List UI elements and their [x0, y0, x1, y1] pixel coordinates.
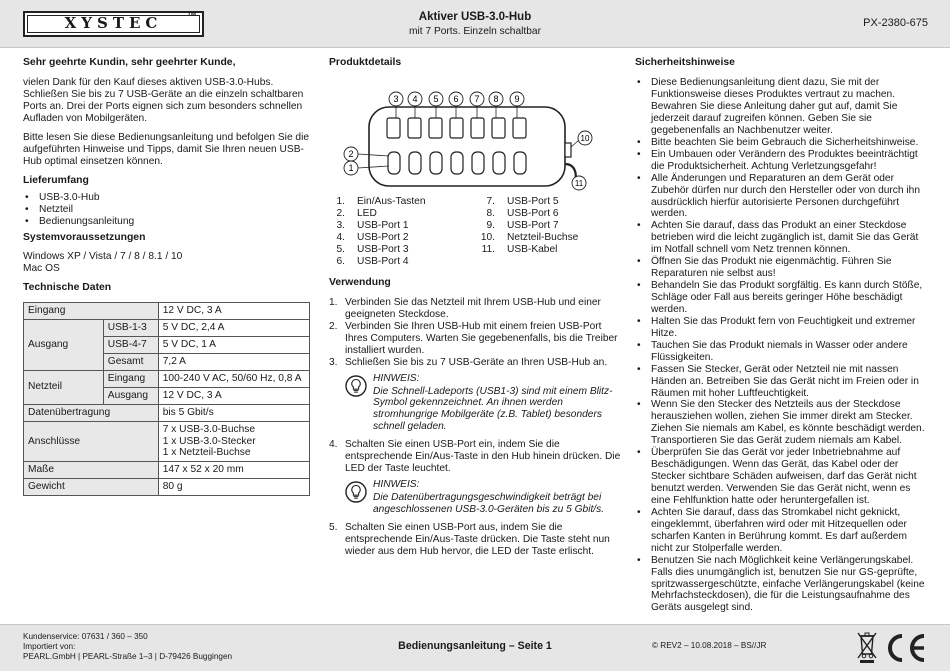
tech-label: Anschlüsse	[24, 421, 159, 462]
footer-importer-label: Importiert von:	[23, 642, 76, 651]
list-item: • Fassen Sie Stecker, Gerät oder Netzteil nie mit nassen Händen an. Betreiben Sie das Gerät nicht im Freien oder in Räumen mit hoher Luftfeuchtigkeit.	[635, 364, 927, 400]
hint-title: HINWEIS:	[373, 479, 420, 491]
column-middle	[329, 55, 622, 558]
power-jack	[565, 143, 571, 157]
callout-10: 10	[580, 134, 590, 144]
brand-logo-text: XYSTEC	[64, 14, 163, 33]
usage-steps-cont	[329, 439, 622, 475]
lightbulb-icon	[345, 373, 373, 434]
tech-value: bis 5 Gbit/s	[158, 404, 309, 421]
list-item: 6. USB-Port 4	[336, 255, 409, 267]
list-item: • Diese Bedienungsanleitung dient dazu, Sie mit der Funktionsweise dieses Produktes vertraut zu machen. Bewahren Sie diese Anleitung daher gut auf, damit Sie jederzeit darauf zugreifen können. Geben Sie sie gegebenenfalls an Nachbenutzer weiter.	[635, 77, 927, 137]
scope-section	[23, 175, 310, 228]
callout-1: 1	[348, 163, 354, 174]
list-item: • Bedienungsanleitung	[23, 216, 310, 228]
sysreq-title: Systemvoraussetzungen	[23, 231, 146, 243]
callout-7: 7	[474, 94, 480, 105]
page-header	[0, 0, 950, 48]
usage-section	[329, 277, 622, 558]
usage-steps-cont	[329, 522, 622, 558]
footer-revision: © REV2 – 10.08.2018 – BS//JR	[652, 641, 767, 650]
tech-label: Netzteil	[24, 370, 104, 404]
tech-value: 147 x 52 x 20 mm	[158, 462, 309, 479]
tech-value: 5 V DC, 1 A	[158, 336, 309, 353]
tech-sublabel: Gesamt	[103, 353, 158, 370]
safety-list	[635, 77, 927, 614]
list-item: • Alle Änderungen und Reparaturen an dem Gerät oder Zubehör dürfen nur durch den Hersteller oder von durch ihn ausdrücklich hierfür autorisierte Personen durchgeführt werden.	[635, 173, 927, 221]
list-item: 2. Verbinden Sie Ihren USB-Hub mit einem freien USB-Port Ihres Computers. Warten Sie gegebenenfalls, bis die Treiber installiert wurden.	[329, 320, 618, 356]
list-item: 5. Schalten Sie einen USB-Port aus, indem Sie die entsprechende Ein/Aus-Taste drücken. Die Taste steht nun wieder aus dem Hub hervor, die LED der Taste erlischt.	[329, 521, 610, 557]
list-item: 11. USB-Kabel	[481, 243, 558, 255]
tech-value-multi	[158, 421, 309, 462]
document-title: Aktiver USB-3.0-Hub	[418, 11, 532, 23]
list-item: 1. Verbinden Sie das Netzteil mit Ihrem USB-Hub und einer geeigneten Steckdose.	[329, 296, 601, 320]
tech-label: Ausgang	[24, 319, 104, 370]
list-item: • Behandeln Sie das Produkt sorgfältig. Es kann durch Stöße, Schläge oder Fall aus bereits geringer Höhe beschädigt werden.	[635, 280, 927, 316]
table-row	[24, 479, 310, 496]
tech-value: 100-240 V AC, 50/60 Hz, 0,8 A	[158, 370, 309, 387]
tech-value: 7,2 A	[158, 353, 309, 370]
callout-11: 11	[574, 179, 584, 189]
intro-paragraph-1: vielen Dank für den Kauf dieses aktiven USB-3.0-Hubs. Schließen Sie bis zu 7 USB-Geräte an die einzeln schaltbaren Ports an. Drei der Ports eignen sich zum besonders schnellen Aufladen von Mobilgeräten.	[23, 77, 304, 124]
page-footer	[0, 624, 950, 671]
sysreq-mac: Mac OS	[23, 262, 60, 274]
tech-label: Maße	[24, 462, 159, 479]
list-item: 3. Schließen Sie bis zu 7 USB-Geräte an Ihren USB-Hub an.	[329, 356, 608, 368]
tech-sublabel: USB-1-3	[103, 319, 158, 336]
product-title: Produktdetails	[329, 57, 402, 68]
tech-value: 80 g	[158, 479, 309, 496]
intro-paragraph-2: Bitte lesen Sie diese Bedienungsanleitung und befolgen Sie die aufgeführten Hinweise und Tipps, damit Sie Ihren neuen USB-Hub optimal einsetzen können.	[23, 131, 310, 167]
tech-value-line: 7 x USB-3.0-Buchse	[162, 423, 256, 435]
list-item: • Benutzen Sie nach Möglichkeit keine Verlängerungskabel. Falls dies unumgänglich ist, benutzen Sie nur GS-geprüfte, spritzwassergeschützte, einfache Verlängerungskabel (keine Mehrfachsteckdosen), die für die Leistungsaufnahme des Geräts ausgelegt sind.	[635, 555, 927, 615]
usage-title: Verwendung	[329, 276, 391, 288]
hint-text: Die Schnell-Ladeports (USB1-3) sind mit einem Blitz-Symbol gekennzeichnet. An ihnen werden stromhungrige Mobilgeräte (z.B. Tablet) besonders schnell geladen.	[373, 385, 613, 433]
column-right	[635, 55, 927, 618]
usb-hub-illustration	[329, 74, 622, 196]
hint-title: HINWEIS:	[373, 372, 420, 384]
document-subtitle: mit 7 Ports. Einzeln schaltbar	[409, 26, 541, 37]
tech-value: 5 V DC, 2,4 A	[158, 319, 309, 336]
tech-sublabel: Ausgang	[103, 387, 158, 404]
ce-mark-icon	[884, 632, 928, 664]
table-row	[24, 302, 310, 319]
tech-label: Datenübertragung	[24, 404, 159, 421]
list-item: • Überprüfen Sie das Gerät vor jeder Inbetriebnahme auf Beschädigungen. Wenn das Gerät, das Kabel oder der Stecker sichtbare Schäden aufweisen, darf das Gerät nicht benutzt werden. Verwenden Sie das Gerät nicht, wenn es eine Fehlfunktion hatte oder heruntergefallen ist.	[635, 447, 927, 507]
callout-3: 3	[393, 94, 399, 105]
scope-list	[23, 192, 310, 228]
usb-ports-row	[387, 118, 526, 138]
list-item: 10. Netzteil-Buchse	[480, 231, 579, 243]
footer-service: Kundenservice: 07631 / 360 – 350	[23, 632, 148, 641]
callout-9: 9	[514, 94, 520, 105]
list-item: 4. USB-Port 2	[336, 231, 409, 243]
list-item: 4. Schalten Sie einen USB-Port ein, indem Sie die entsprechende Ein/Aus-Taste in den Hub hinein drücken. Die LED der Taste leuchtet.	[329, 439, 621, 475]
trademark-mark: TM	[187, 12, 196, 18]
list-item: • Tauchen Sie das Produkt niemals in Wasser oder andere Flüssigkeiten.	[635, 340, 927, 364]
footer-page-label: Bedienungsanleitung – Seite 1	[398, 640, 552, 652]
list-item: • Wenn Sie den Stecker des Netzteils aus der Steckdose herausziehen wollen, ziehen Sie immer direkt am Stecker. Ziehen Sie niemals am Kabel, es könnte beschädigt werden. Transportieren Sie das Gerät zudem niemals am Kabel.	[635, 399, 927, 447]
tech-section	[23, 282, 310, 497]
weee-bin-icon	[856, 630, 878, 664]
power-buttons-row	[388, 152, 526, 174]
list-item: 1. Ein/Aus-Tasten	[336, 196, 426, 208]
callout-4: 4	[412, 94, 418, 105]
list-item: 7. USB-Port 5	[486, 196, 559, 208]
usage-steps	[329, 297, 622, 369]
hint-box	[345, 373, 622, 434]
lightbulb-icon	[345, 479, 373, 516]
greeting: Sehr geehrte Kundin, sehr geehrter Kunde,	[23, 57, 236, 68]
list-item: 5. USB-Port 3	[336, 243, 409, 255]
tech-value: 12 V DC, 3 A	[158, 387, 309, 404]
list-item: 8. USB-Port 6	[486, 208, 559, 220]
parts-list-right	[479, 196, 622, 268]
footer-contact	[23, 632, 232, 662]
list-item: 3. USB-Port 1	[336, 220, 409, 232]
callout-8: 8	[493, 94, 499, 105]
footer-address: PEARL.GmbH | PEARL-Straße 1–3 | D-79426 Buggingen	[23, 652, 233, 661]
tech-label: Eingang	[24, 302, 159, 319]
tech-value-line: 1 x Netzteil-Buchse	[162, 447, 251, 459]
list-item: • Halten Sie das Produkt fern von Feuchtigkeit und extremer Hitze.	[635, 316, 927, 340]
hint-box	[345, 479, 622, 516]
table-row	[24, 421, 310, 462]
list-item: • Achten Sie darauf, dass das Produkt an einer Steckdose betrieben wird die leicht zugänglich ist, damit Sie das Gerät im Notfall schnell vom Netz trennen können.	[635, 220, 927, 256]
tech-sublabel: USB-4-7	[103, 336, 158, 353]
hint-text: Die Datenübertragungsgeschwindigkeit beträgt bei angeschlossenen USB-3.0-Geräten bis zu 5 Gbit/s.	[373, 492, 605, 515]
sysreq-section	[23, 232, 310, 275]
list-item: 9. USB-Port 7	[486, 220, 559, 232]
list-item: • Öffnen Sie das Produkt nie eigenmächtig. Führen Sie Reparaturen nie selbst aus!	[635, 256, 927, 280]
list-item: • Achten Sie darauf, dass das Stromkabel nicht geknickt, eingeklemmt, überfahren wird oder mit Hitzequellen oder scharfen Kanten in Berührung kommt. Es darf außerdem nicht zur Stolperfalle werden.	[635, 507, 927, 555]
column-left	[23, 55, 310, 496]
callout-5: 5	[433, 94, 439, 105]
product-diagram	[329, 74, 622, 196]
parts-list	[329, 196, 622, 268]
table-row	[24, 319, 310, 336]
parts-list-left	[329, 196, 479, 268]
tech-value: 12 V DC, 3 A	[158, 302, 309, 319]
list-item: 2. LED	[336, 208, 377, 220]
callout-6: 6	[453, 94, 459, 105]
list-item: • USB-3.0-Hub	[23, 192, 310, 204]
tech-label: Gewicht	[24, 479, 159, 496]
list-item: • Bitte beachten Sie beim Gebrauch die Sicherheitshinweise.	[635, 137, 927, 149]
table-row	[24, 370, 310, 387]
tech-table	[23, 302, 310, 496]
product-code: PX-2380-675	[863, 17, 928, 29]
tech-title: Technische Daten	[23, 281, 112, 293]
list-item: • Ein Umbauen oder Verändern des Produktes beeinträchtigt die Produktsicherheit. Achtung Verletzungsgefahr!	[635, 149, 927, 173]
tech-sublabel: Eingang	[103, 370, 158, 387]
callout-2: 2	[348, 149, 354, 160]
scope-title: Lieferumfang	[23, 174, 89, 186]
table-row	[24, 404, 310, 421]
table-row	[24, 462, 310, 479]
list-item: • Netzteil	[23, 204, 310, 216]
brand-logo	[23, 11, 204, 37]
sysreq-windows: Windows XP / Vista / 7 / 8 / 8.1 / 10	[23, 250, 183, 262]
safety-title: Sicherheitshinweise	[635, 57, 735, 68]
tech-value-line: 1 x USB-3.0-Stecker	[162, 435, 256, 447]
